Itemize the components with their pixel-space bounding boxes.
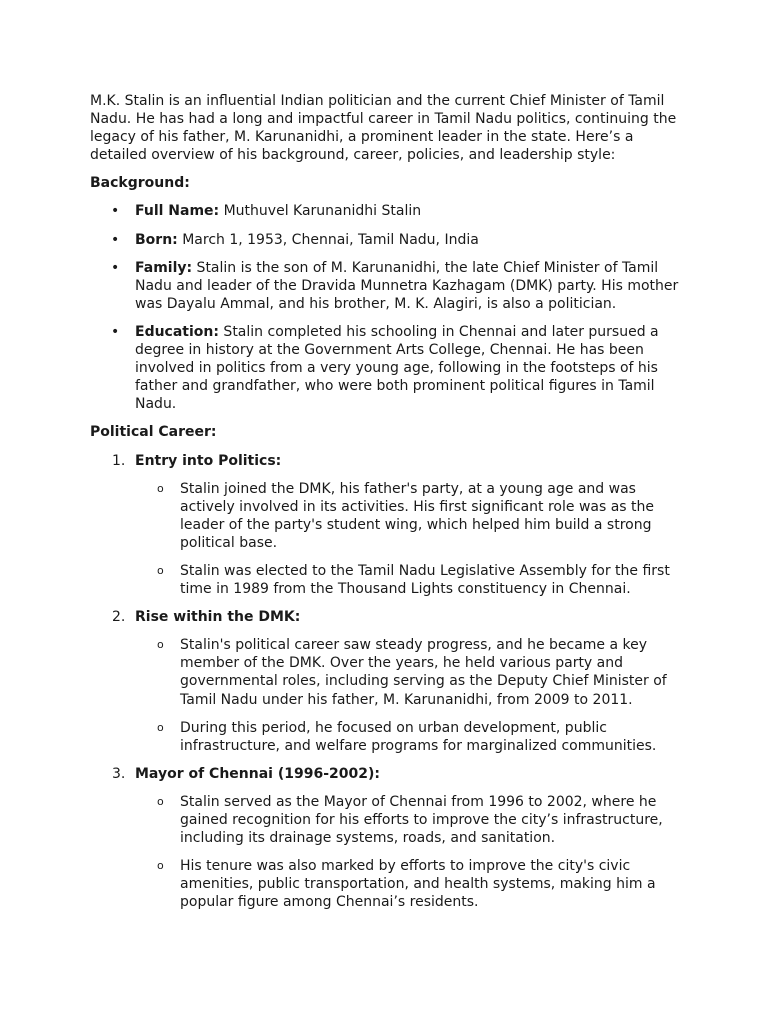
sub-item-text: Stalin was elected to the Tamil Nadu Legislative Assembly for the first time in 1989 from the Thousand Lights constituency in Chennai.: [180, 562, 670, 598]
sub-list-item: [135, 793, 680, 847]
intro-paragraph: M.K. Stalin is an influential Indian politician and the current Chief Minister of Tamil Nadu. He has had a long and impactful career in Tamil Nadu politics, continuing the legacy of his father, M. Karunanidhi, a prominent leader in the state. Here’s a detailed overview of his background, career, policies, and leadership style:: [90, 93, 677, 164]
sub-item-text: Stalin joined the DMK, his father's party, at a young age and was actively involved in its activities. His first significant role was as the leader of the party's student wing, which helped him build a strong political base.: [180, 480, 655, 551]
circle-bullet-icon: o: [157, 481, 164, 495]
list-item: [90, 202, 680, 220]
item-number: 3.: [112, 765, 126, 782]
career-item: [90, 452, 680, 599]
sub-list-item: [135, 480, 680, 552]
sub-item-text: Stalin's political career saw steady progress, and he became a key member of the DMK. Over the years, he held various party and governmental roles, including serving as the Deputy Chief Minister of Tamil Nadu under his father, M. Karunanidhi, from 2009 to 2011.: [180, 637, 667, 708]
item-number: 2.: [112, 609, 126, 626]
circle-bullet-icon: o: [157, 859, 164, 873]
item-number: 1.: [112, 452, 126, 469]
item-text: March 1, 1953, Chennai, Tamil Nadu, India: [177, 231, 479, 248]
bullet-icon: •: [111, 323, 120, 340]
sub-list-item: [135, 562, 680, 598]
sub-item-text: His tenure was also marked by efforts to improve the city's civic amenities, public transportation, and health systems, making him a popular figure among Chennai’s residents.: [180, 858, 656, 911]
career-item: [90, 765, 680, 912]
bullet-icon: •: [111, 259, 120, 276]
career-heading: Political Career:: [90, 424, 217, 441]
circle-bullet-icon: o: [157, 720, 164, 734]
item-label: Family:: [135, 259, 193, 276]
list-item: [90, 259, 680, 313]
career-item-title: Entry into Politics:: [135, 452, 282, 469]
item-text: Stalin completed his schooling in Chennai and later pursued a degree in history at the Government Arts College, Chennai. He has been involved in politics from a very young age, following in the footsteps of his father and grandfather, who were both prominent political figures in Tamil Nadu.: [135, 323, 659, 413]
sub-list-item: [135, 636, 680, 708]
circle-bullet-icon: o: [157, 794, 164, 808]
career-list: [90, 452, 680, 912]
background-list: [90, 202, 680, 413]
bullet-icon: •: [111, 231, 120, 248]
item-label: Full Name:: [135, 203, 220, 220]
sub-list: [135, 480, 680, 599]
item-label: Education:: [135, 323, 219, 340]
sub-item-text: Stalin served as the Mayor of Chennai from 1996 to 2002, where he gained recognition for his efforts to improve the city’s infrastructure, including its drainage systems, roads, and sanitation.: [180, 793, 663, 847]
item-label: Born:: [135, 231, 178, 248]
sub-item-text: During this period, he focused on urban development, public infrastructure, and welfare programs for marginalized communities.: [180, 719, 657, 754]
item-text: Muthuvel Karunanidhi Stalin: [219, 203, 422, 220]
circle-bullet-icon: o: [157, 638, 164, 652]
list-item: [90, 323, 680, 413]
list-item: [90, 231, 680, 249]
background-heading: Background:: [90, 175, 190, 192]
sub-list: [135, 636, 680, 755]
document-page: [90, 92, 680, 921]
career-item-title: Rise within the DMK:: [135, 609, 301, 626]
sub-list-item: [135, 857, 680, 911]
item-text: Stalin is the son of M. Karunanidhi, the late Chief Minister of Tamil Nadu and leader of the Dravida Munnetra Kazhagam (DMK) party. His mother was Dayalu Ammal, and his brother, M. K. Alagiri, is also a politician.: [135, 259, 679, 312]
sub-list-item: [135, 719, 680, 755]
bullet-icon: •: [111, 203, 120, 220]
sub-list: [135, 793, 680, 912]
career-item: [90, 608, 680, 755]
circle-bullet-icon: o: [157, 563, 164, 577]
career-item-title: Mayor of Chennai (1996-2002):: [135, 765, 380, 782]
